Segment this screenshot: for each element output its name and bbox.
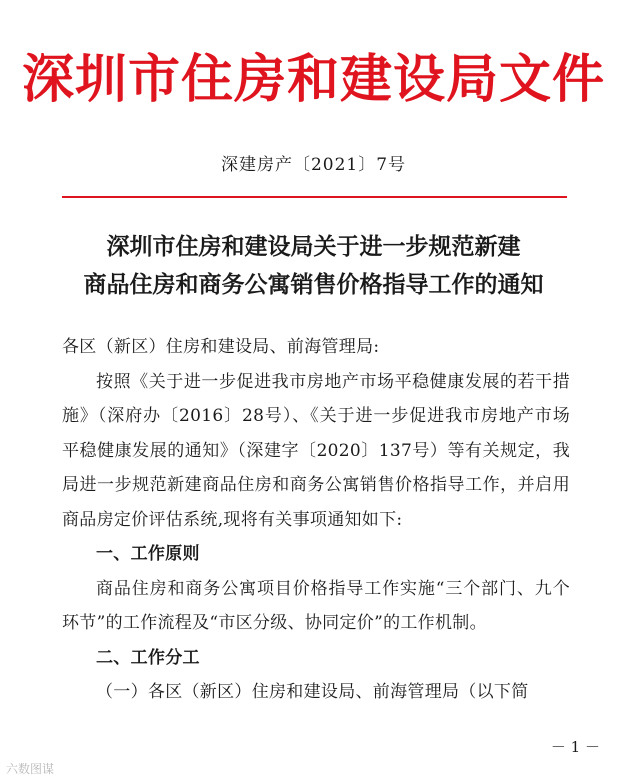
red-divider [62,196,567,198]
title-line-2: 商品住房和商务公寓销售价格指导工作的通知 [83,272,544,298]
document-number: 深建房产〔2021〕7号 [220,155,407,175]
paragraph-3: （一）各区（新区）住房和建设局、前海管理局（以下简 [96,682,529,702]
section-heading-2: 二、工作分工 [96,647,200,668]
paragraph-2: 商品住房和商务公寓项目价格指导工作实施“三个部门、九个环节”的工作流程及“市区分级、协同定价”的工作机制。 [62,578,570,633]
salutation: 各区（新区）住房和建设局、前海管理局: [62,337,380,357]
document-body [62,330,570,710]
document-title [0,228,627,304]
section-heading-1: 一、工作原则 [96,544,200,564]
title-line-1: 深圳市住房和建设局关于进一步规范新建 [106,234,521,260]
paragraph-1: 按照《关于进一步促进我市房地产市场平稳健康发展的若干措施》（深府办〔2016〕28号）、《关于进一步促进我市房地产市场平稳健康发展的通知》（深建字〔2020〕137号）等有关规定，我局进一步规范新建商品住房和商务公寓销售价格指导工作，并启用商品房定价评估系统,现将有关事项通知如下: [62,371,570,530]
watermark-logo: 六数图谋 [6,762,55,776]
page-number: － 1 － [550,738,600,756]
document-masthead: 深圳市住房和建设局文件 [21,49,605,110]
